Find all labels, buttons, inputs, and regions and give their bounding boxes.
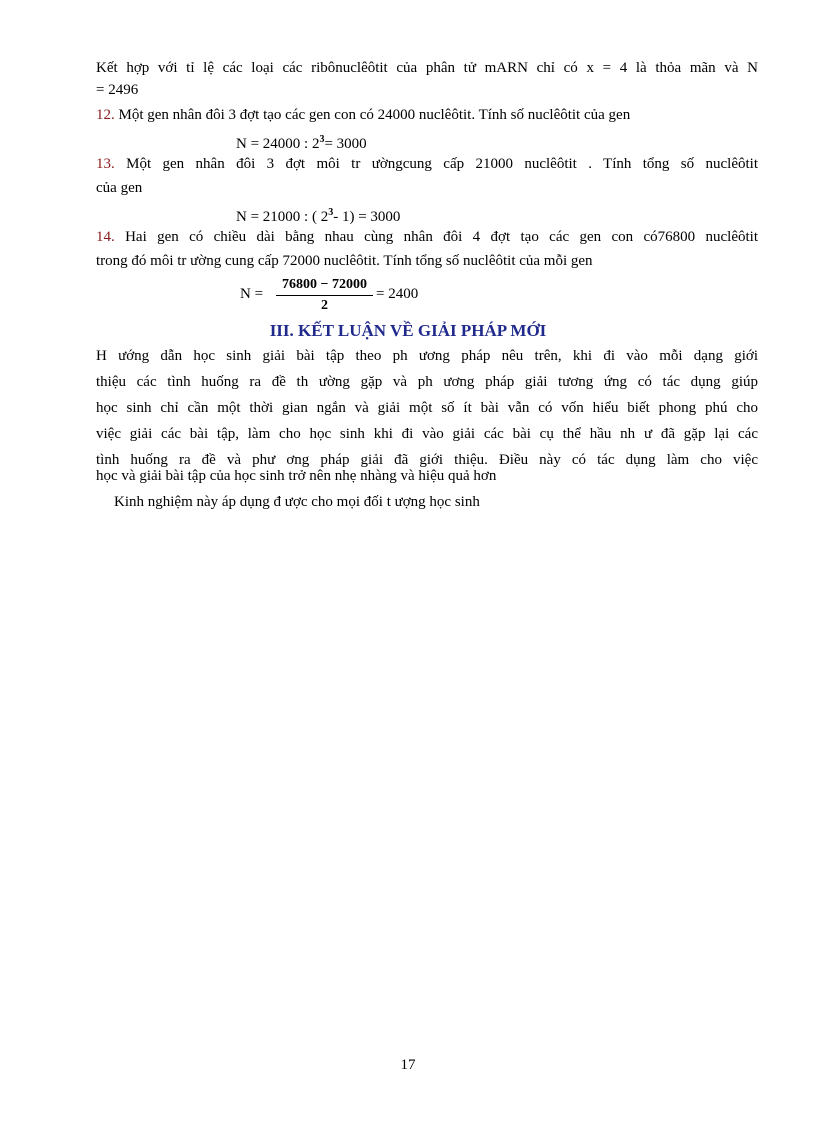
fraction-denominator: 2 bbox=[321, 298, 328, 313]
intro-line-1: Kết hợp với tỉ lệ các loại các ribônuclêôtit của phân tử mARN chỉ có x = 4 là thỏa mãn và N bbox=[96, 60, 758, 76]
page-number: 17 bbox=[400, 1057, 416, 1073]
formula-14-lhs: N = bbox=[240, 286, 264, 302]
formula-12: N = 24000 : $2^3= 3000$ bbox=[236, 134, 367, 152]
conclusion-line: tình huống ra đề và phư ơng pháp giải đã giới thiệu. Điều này có tác dụng làm cho việc bbox=[96, 452, 758, 468]
item-14 bbox=[96, 227, 758, 247]
conclusion-line: H ướng dẫn học sinh giải bài tập theo ph ương pháp nêu trên, khi đi vào mỗi dạng giới bbox=[96, 348, 758, 364]
item-text: Một gen nhân đôi 3 đợt môi tr ườngcung cấp 21000 nuclêôtit . Tính tổng số nuclêôtit bbox=[114, 156, 758, 172]
item-number: 12. bbox=[96, 107, 115, 123]
intro-line-2: = 2496 bbox=[96, 82, 139, 98]
item-number: 14. bbox=[96, 229, 115, 245]
conclusion-line: học và giải bài tập của học sinh trở nên nhẹ nhàng và hiệu quả hơn bbox=[96, 468, 497, 484]
conclusion-line: học sinh chỉ cần một thời gian ngắn và giải một số ít bài vẫn có vốn hiểu biết phong phú cho bbox=[96, 400, 758, 416]
item-text: Một gen nhân đôi 3 đợt tạo các gen con có 24000 nuclêôtit. Tính số nuclêôtit của gen bbox=[114, 107, 631, 123]
fraction-numerator: 76800 − 72000 bbox=[282, 277, 367, 292]
item-14-line-2: trong đó môi tr ường cung cấp 72000 nuclêôtit. Tính tổng số nuclêôtit của mỗi gen bbox=[96, 253, 593, 269]
conclusion-line: việc giải các bài tập, làm cho học sinh khi đi vào giải các bài cụ thể hầu nh ư đã gặp lại các bbox=[96, 426, 758, 442]
formula-14-rhs: = 2400 bbox=[376, 286, 419, 302]
item-13 bbox=[96, 154, 758, 174]
fraction bbox=[276, 276, 373, 315]
item-13-line-2: của gen bbox=[96, 180, 143, 196]
item-text: Hai gen có chiều dài bằng nhau cùng nhân đôi 4 đợt tạo các gen con có76800 nuclêôtit bbox=[114, 229, 758, 245]
section-heading: III. KẾT LUẬN VỀ GIẢI PHÁP MỚI bbox=[269, 321, 547, 340]
conclusion-line: thiệu các tình huống ra đề th ường gặp và ph ương pháp giải tương ứng có tác dụng giúp bbox=[96, 374, 758, 390]
item-number: 13. bbox=[96, 156, 115, 172]
item-12 bbox=[96, 105, 758, 125]
fraction-bar bbox=[276, 295, 373, 296]
conclusion-last-line: Kinh nghiệm này áp dụng đ ược cho mọi đối t ượng học sinh bbox=[114, 494, 480, 510]
formula-13: N = 21000 : ( $2^3-$ 1) = 3000 bbox=[236, 207, 401, 225]
